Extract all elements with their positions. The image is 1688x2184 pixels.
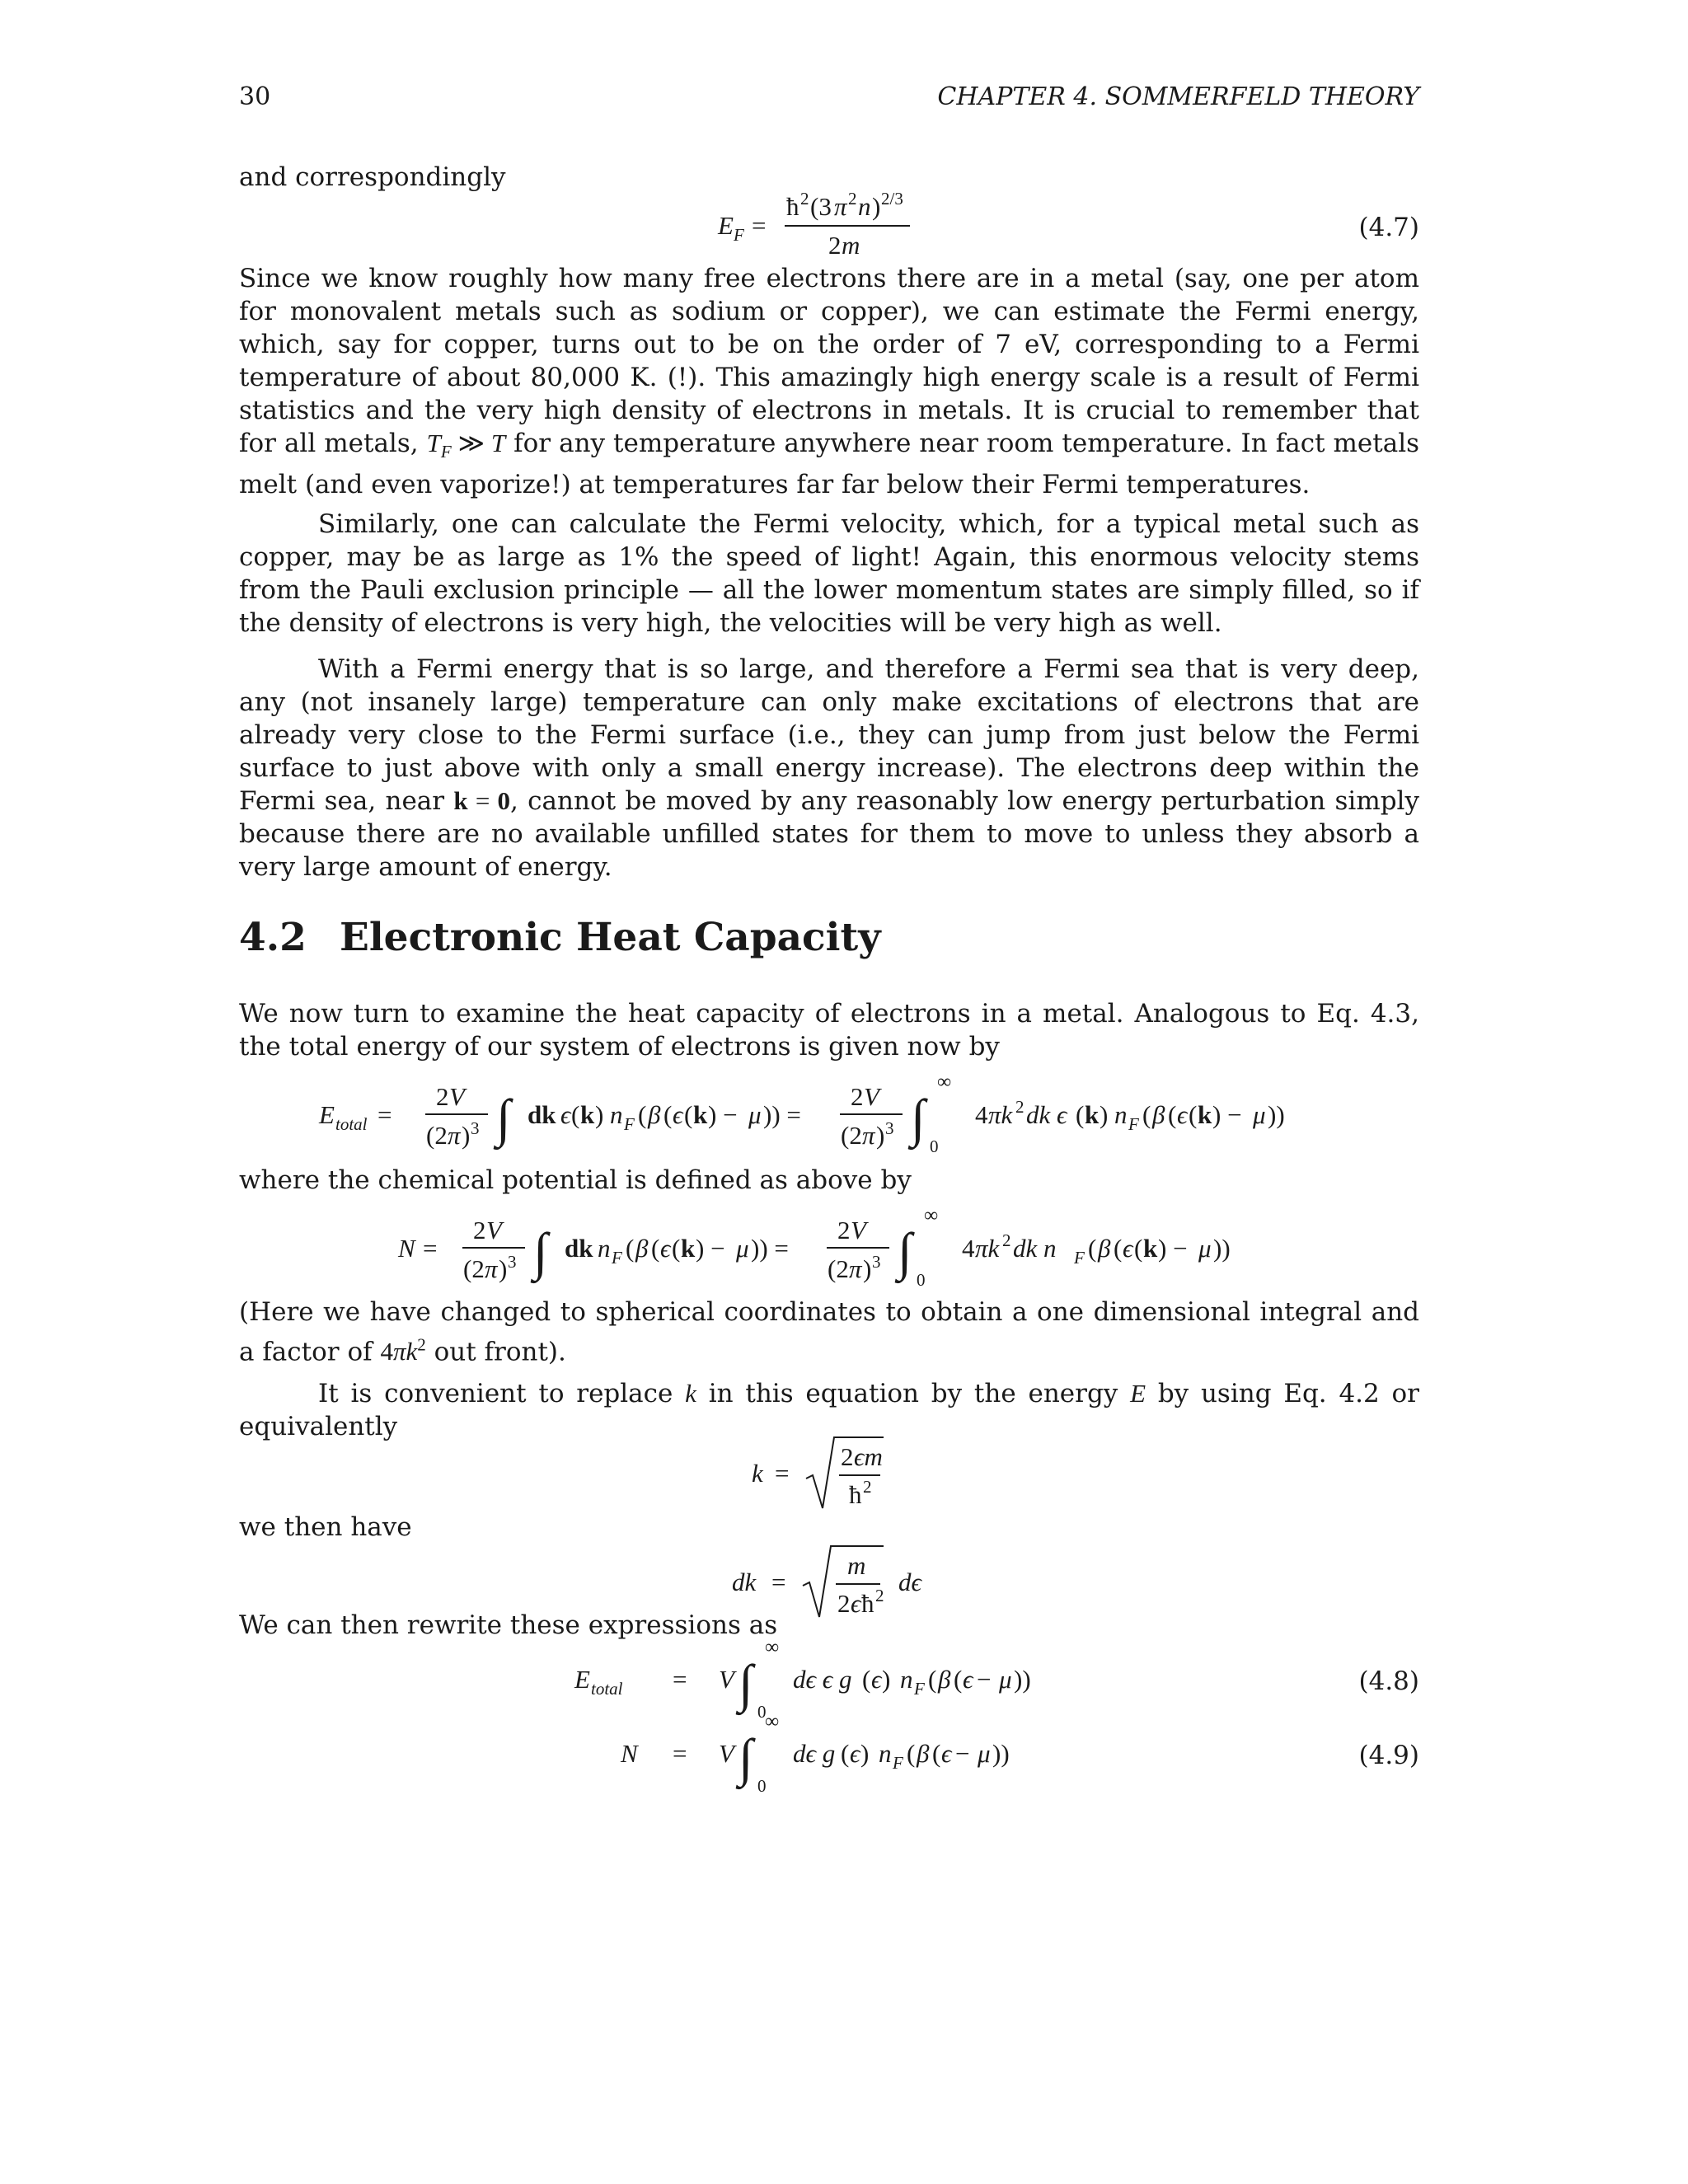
svg-text:dϵ g: dϵ g (793, 1739, 836, 1768)
paragraph-replace-k-text-2: in this equation by the energy (696, 1379, 1131, 1408)
svg-text:∞: ∞ (765, 1637, 780, 1658)
svg-text:dk: dk (528, 1100, 556, 1129)
svg-text:β: β (635, 1234, 649, 1263)
svg-text:F: F (624, 1114, 635, 1134)
svg-text:dk: dk (732, 1568, 757, 1596)
intro-line: and correspondingly (239, 162, 506, 192)
svg-text:2: 2 (837, 1216, 851, 1244)
inline-math-k: k (685, 1379, 696, 1408)
paragraph-spherical-text-2: out front). (425, 1337, 566, 1367)
svg-text:β: β (1098, 1234, 1111, 1263)
svg-text:πk: πk (988, 1100, 1013, 1129)
svg-text:k: k (580, 1100, 595, 1129)
svg-text:∞: ∞ (924, 1205, 939, 1226)
svg-text:0: 0 (930, 1137, 939, 1156)
svg-text:dk ϵ: dk ϵ (1026, 1100, 1067, 1129)
equation-4-7-math (239, 188, 1419, 262)
svg-text:F: F (893, 1753, 903, 1773)
svg-text:) −: ) − (1212, 1100, 1242, 1129)
svg-text:2: 2 (848, 189, 857, 209)
svg-text:∫: ∫ (533, 1222, 548, 1281)
svg-text:F: F (1074, 1248, 1085, 1268)
svg-text:=: = (423, 1234, 438, 1263)
paragraph-replace-k-text-3: by using Eq. 4.2 or equivalently (239, 1379, 1420, 1441)
svg-text:V: V (851, 1216, 866, 1244)
paragraph-spherical-coordinates (239, 1296, 1419, 1368)
inline-math-zero: 0 (497, 786, 511, 815)
inline-math-tf-gg-t: $T_F$ ≫ T (426, 429, 506, 462)
svg-text:3: 3 (471, 1118, 480, 1138)
svg-text:2: 2 (436, 1082, 449, 1111)
svg-text:∫: ∫ (496, 1089, 511, 1147)
svg-text:β: β (648, 1100, 661, 1129)
svg-text:2: 2 (837, 1589, 851, 1618)
equation-particle-number-math (239, 1202, 1419, 1292)
svg-text:ħ: ħ (861, 1589, 874, 1618)
svg-text:∫: ∫ (898, 1222, 912, 1281)
svg-text:(: ( (1189, 1100, 1198, 1129)
svg-text:3: 3 (508, 1252, 517, 1272)
svg-text:n: n (1114, 1100, 1128, 1129)
paragraph-fermi-energy-text-2: for any temperature anywhere near room temperature. In fact metals melt (and even vaporize!) at temperatures far far below their Fermi temperatures. (239, 429, 1420, 500)
svg-text:(: ( (571, 1100, 580, 1129)
svg-text:n: n (610, 1100, 623, 1129)
section-title: Electronic Heat Capacity (340, 915, 881, 960)
equation-4-9-math (239, 1711, 1419, 1797)
svg-text:): ) (876, 1121, 885, 1150)
svg-text:2: 2 (863, 1477, 872, 1497)
svg-text:)): )) (992, 1739, 1010, 1768)
svg-text:(: ( (1076, 1100, 1085, 1129)
paragraph-fermi-energy-text-1: Since we know roughly how many free electrons there are in a metal (say, one per atom for monovalent metals such as sodium or copper), we can estimate the Fermi energy, which, say for copper, turns out to be on the order of 7 eV, corresponding to a Fermi temperature of about 80,000 K. (!). This amazingly high energy scale is a result of Fermi statistics and the very high density of electrons in metals. It is crucial to remember that for all metals, (239, 264, 1419, 458)
svg-text:(: ( (1134, 1234, 1143, 1263)
svg-text:V: V (449, 1082, 465, 1111)
paragraph-heat-capacity: We now turn to examine the heat capacity of electrons in a metal. Analogous to Eq. 4.3, the total energy of our system of electrons is given now by (239, 999, 1419, 1062)
svg-text:πk: πk (975, 1234, 1000, 1263)
svg-text:=: = (775, 1459, 790, 1488)
svg-text:(: ( (862, 1665, 871, 1694)
svg-text:k: k (681, 1234, 696, 1263)
page-header (239, 82, 1419, 120)
svg-text:π: π (448, 1121, 461, 1150)
svg-text:n: n (598, 1234, 611, 1263)
equation-number-4-7: (4.7) (1358, 213, 1419, 242)
svg-text:2: 2 (800, 189, 809, 209)
svg-text:): ) (462, 1121, 471, 1150)
svg-text:)) =: )) = (763, 1100, 801, 1129)
svg-text:F: F (1128, 1114, 1139, 1134)
svg-text:N: N (621, 1739, 638, 1768)
svg-text:μ: μ (1253, 1100, 1266, 1129)
equation-total-energy-math (239, 1068, 1419, 1159)
svg-text:dk: dk (565, 1234, 593, 1263)
svg-text:E: E (574, 1665, 590, 1694)
svg-text:3: 3 (872, 1252, 881, 1272)
svg-text:(: ( (638, 1100, 647, 1129)
svg-text:): ) (860, 1739, 870, 1768)
svg-text:∞: ∞ (937, 1071, 952, 1093)
svg-text:ϵ: ϵ (941, 1739, 952, 1768)
svg-text:β: β (917, 1739, 930, 1768)
svg-text:2/3: 2/3 (881, 189, 903, 209)
svg-text:(: ( (663, 1100, 673, 1129)
svg-text:μ: μ (978, 1739, 991, 1768)
svg-text:k: k (752, 1459, 763, 1488)
svg-text:): ) (595, 1100, 604, 1129)
svg-text:(: ( (1168, 1100, 1177, 1129)
equation-4-8 (239, 1637, 1419, 1722)
svg-text:0: 0 (757, 1776, 767, 1796)
svg-text:μ: μ (999, 1665, 1012, 1694)
svg-text:β: β (938, 1665, 951, 1694)
svg-text:2: 2 (875, 1586, 884, 1605)
svg-text:(3: (3 (810, 192, 832, 221)
svg-text:(: ( (954, 1665, 963, 1694)
svg-text:=: = (752, 211, 767, 240)
svg-text:V: V (486, 1216, 502, 1244)
equation-4-8-math (239, 1637, 1419, 1722)
svg-text:4: 4 (975, 1100, 988, 1129)
svg-text:(: ( (672, 1234, 681, 1263)
svg-text:(: ( (1142, 1100, 1151, 1129)
svg-text:π: π (485, 1254, 498, 1283)
svg-text:ϵ: ϵ (560, 1100, 571, 1129)
svg-text:(: ( (841, 1739, 850, 1768)
section-number: 4.2 (239, 915, 307, 960)
section-heading (239, 915, 881, 960)
svg-text:)): )) (1213, 1234, 1231, 1263)
svg-text:V: V (864, 1082, 879, 1111)
svg-text:ϵm: ϵm (854, 1442, 883, 1471)
svg-text:∫: ∫ (911, 1089, 926, 1147)
svg-text:(: ( (651, 1234, 660, 1263)
svg-text:2: 2 (851, 1082, 864, 1111)
svg-text:(: ( (907, 1739, 916, 1768)
svg-text:β: β (1152, 1100, 1165, 1129)
svg-text:E: E (319, 1100, 335, 1129)
svg-text:4: 4 (962, 1234, 975, 1263)
svg-text:F: F (914, 1679, 925, 1699)
svg-text:k: k (1143, 1234, 1158, 1263)
svg-text:n: n (879, 1739, 892, 1768)
svg-text:)): )) (1268, 1100, 1285, 1129)
equation-particle-number (239, 1202, 1419, 1292)
svg-text:) −: ) − (696, 1234, 725, 1263)
running-title: CHAPTER 4. SOMMERFELD THEORY (937, 82, 1419, 111)
svg-text:ϵ: ϵ (851, 1589, 861, 1618)
svg-text:n: n (858, 192, 871, 221)
svg-text:π: π (834, 192, 847, 221)
svg-text:ħ: ħ (849, 1480, 862, 1509)
svg-text:ϵ: ϵ (1123, 1234, 1133, 1263)
svg-text:3: 3 (885, 1118, 894, 1138)
inline-math-E: E (1130, 1379, 1146, 1408)
svg-text:(: ( (684, 1100, 693, 1129)
svg-text:k: k (1085, 1100, 1100, 1129)
svg-text:): ) (863, 1254, 872, 1283)
paragraph-chemical-potential: where the chemical potential is defined as above by (239, 1165, 912, 1195)
svg-text:F: F (612, 1248, 622, 1268)
svg-text:μ: μ (736, 1234, 749, 1263)
svg-text:total: total (591, 1679, 623, 1699)
svg-text:m: m (842, 231, 860, 260)
svg-text:)): )) (1014, 1665, 1031, 1694)
equation-k-of-energy-math (239, 1432, 1419, 1515)
equation-total-energy (239, 1068, 1419, 1159)
svg-text:n: n (900, 1665, 913, 1694)
svg-text:ϵ: ϵ (871, 1665, 882, 1694)
svg-text:(2: (2 (841, 1121, 862, 1150)
svg-text:2: 2 (1002, 1230, 1011, 1250)
svg-text:2: 2 (473, 1216, 486, 1244)
svg-text:(2: (2 (828, 1254, 849, 1283)
svg-text:(: ( (932, 1739, 941, 1768)
svg-text:−: − (977, 1665, 992, 1694)
svg-text:total: total (335, 1114, 368, 1134)
svg-text:ϵ: ϵ (963, 1665, 973, 1694)
svg-text:ϵ: ϵ (1177, 1100, 1188, 1129)
inline-math-4pik2: $4\pi k^2$ (380, 1335, 426, 1366)
svg-text:π: π (849, 1254, 862, 1283)
svg-text:(: ( (1088, 1234, 1097, 1263)
svg-text:) −: ) − (708, 1100, 738, 1129)
svg-text:(2: (2 (426, 1121, 448, 1150)
svg-text:dϵ: dϵ (898, 1568, 921, 1596)
svg-text:): ) (499, 1254, 508, 1283)
svg-text:ϵ: ϵ (673, 1100, 683, 1129)
svg-text:∞: ∞ (765, 1711, 780, 1732)
svg-text:V: V (719, 1665, 734, 1694)
svg-text:E: E (718, 211, 734, 240)
svg-text:): ) (882, 1665, 891, 1694)
paragraph-rewrite: We can then rewrite these expressions as (239, 1610, 778, 1640)
paragraph-we-then-have: we then have (239, 1512, 412, 1542)
paragraph-fermi-sea-text-1: With a Fermi energy that is so large, and therefore a Fermi sea that is very deep, any (not insanely large) temperature can only make excitations of electrons that are already very close to the Fermi surface (i.e., they can jump from just below the Fermi surface to just above with only a small energy increase). The electrons deep within the Fermi sea, near (239, 654, 1419, 816)
svg-text:2: 2 (1015, 1097, 1025, 1117)
equation-number-4-9: (4.9) (1358, 1741, 1419, 1770)
svg-text:=: = (673, 1665, 687, 1694)
svg-text:k: k (693, 1100, 708, 1129)
svg-text:dϵ ϵ g: dϵ ϵ g (793, 1665, 852, 1694)
inline-math-equals: = (467, 786, 498, 815)
svg-text:ϵ: ϵ (660, 1234, 671, 1263)
equation-4-9 (239, 1711, 1419, 1797)
svg-text:=: = (673, 1739, 687, 1768)
equation-k-of-energy (239, 1432, 1419, 1515)
svg-text:F: F (734, 225, 744, 245)
equation-4-7 (239, 188, 1419, 262)
svg-text:): ) (1100, 1100, 1109, 1129)
paragraph-fermi-energy (239, 262, 1419, 501)
inline-math-k-equals-0: k (453, 786, 468, 815)
svg-text:m: m (847, 1551, 866, 1580)
svg-text:μ: μ (748, 1100, 762, 1129)
svg-text:dk n: dk n (1013, 1234, 1057, 1263)
svg-text:π: π (862, 1121, 875, 1150)
svg-text:(: ( (1114, 1234, 1123, 1263)
svg-text:=: = (771, 1568, 786, 1596)
svg-text:(: ( (626, 1234, 635, 1263)
svg-text:)) =: )) = (751, 1234, 789, 1263)
svg-text:ħ: ħ (786, 192, 799, 221)
paragraph-spherical-text-1: (Here we have changed to spherical coordinates to obtain a one dimensional integral and a factor of (239, 1297, 1419, 1367)
paragraph-fermi-sea (239, 653, 1419, 883)
svg-text:0: 0 (917, 1270, 926, 1290)
paragraph-replace-k-text-1: It is convenient to replace (318, 1379, 686, 1408)
svg-text:(2: (2 (463, 1254, 485, 1283)
paragraph-fermi-velocity: Similarly, one can calculate the Fermi velocity, which, for a typical metal such as copper, may be as large as 1% the speed of light! Again, this enormous velocity stems from the Pauli exclusion principle — all the lower momentum states are simply filled, so if the density of electrons is very high, the velocities will be very high as well. (239, 509, 1419, 638)
svg-text:) −: ) − (1158, 1234, 1188, 1263)
page-number: 30 (239, 82, 271, 111)
svg-text:0: 0 (757, 1702, 767, 1722)
svg-text:(: ( (928, 1665, 937, 1694)
svg-text:N: N (398, 1234, 415, 1263)
svg-text:=: = (377, 1100, 392, 1129)
equation-number-4-8: (4.8) (1358, 1666, 1419, 1696)
svg-text:∫: ∫ (738, 1728, 753, 1787)
svg-text:): ) (872, 192, 881, 221)
svg-text:2: 2 (841, 1442, 854, 1471)
paragraph-fermi-sea-text-2: , cannot be moved by any reasonably low energy perturbation simply because there are no available unfilled states for them to move to unless they absorb a very large amount of energy. (239, 786, 1419, 882)
svg-text:2: 2 (828, 231, 842, 260)
svg-text:ϵ: ϵ (850, 1739, 860, 1768)
svg-text:∫: ∫ (738, 1654, 753, 1713)
svg-text:μ: μ (1198, 1234, 1212, 1263)
svg-text:V: V (719, 1739, 734, 1768)
svg-text:k: k (1198, 1100, 1212, 1129)
svg-text:−: − (955, 1739, 970, 1768)
